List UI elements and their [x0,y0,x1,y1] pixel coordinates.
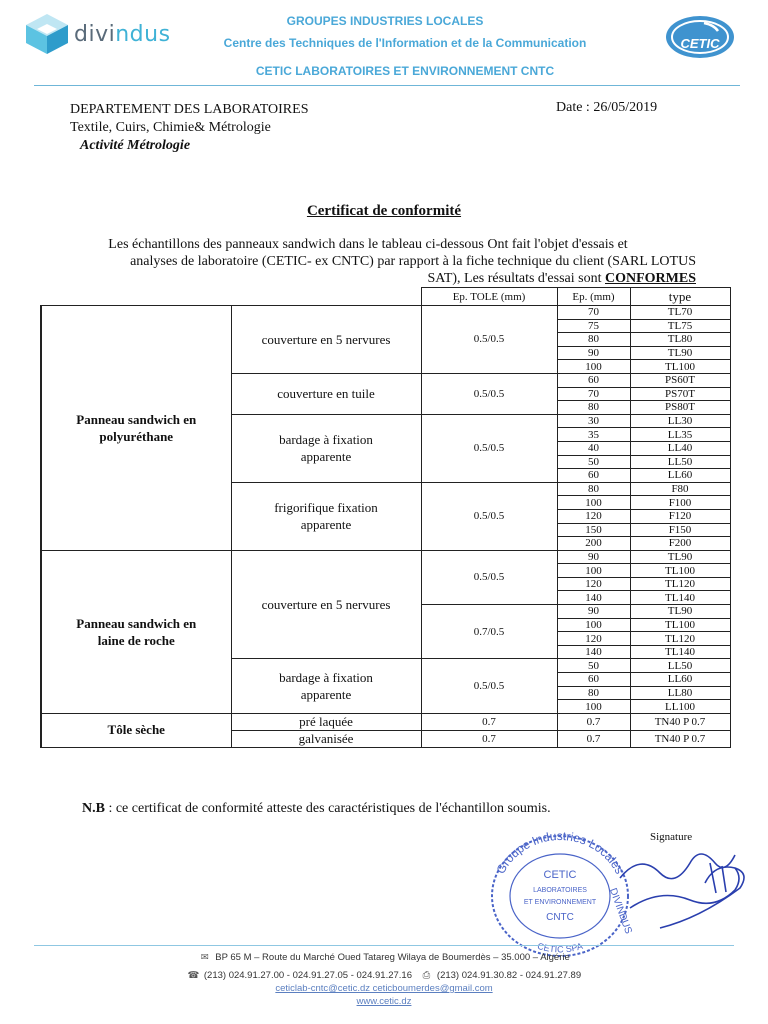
fax-icon: ⎙ [422,970,431,981]
tole-thickness: 0.5/0.5 [421,482,557,550]
mailbox-icon: ✉ [200,952,209,963]
ep-value: 100 [557,700,630,714]
footer-phones: ☎ (213) 024.91.27.00 - 024.91.27.05 - 024.91.27.16 ⎙ (213) 024.91.30.82 - 024.91.27.89 [187,970,582,981]
ep-value: 140 [557,645,630,659]
tole-thickness: 0.5/0.5 [421,550,557,604]
ep-value: 90 [557,605,630,619]
ep-value: 100 [557,496,630,510]
type-code: TL90 [630,605,730,619]
table-row [41,713,730,730]
intro-paragraph [40,236,696,287]
ep-value: 0.7 [557,713,630,730]
signature-label: Signature [650,831,693,843]
product-type: pré laquée [231,713,421,730]
ep-value: 0.7 [557,730,630,747]
product-type: bardage à fixation apparente [231,414,421,482]
header-ep: Ep. (mm) [557,288,630,306]
header-tole: Ep. TOLE (mm) [421,288,557,306]
ep-value: 60 [557,673,630,687]
header-empty-cell [41,288,231,306]
header-laboratory-name: CETIC LABORATOIRES ET ENVIRONNEMENT CNTC [255,64,555,78]
product-type: galvanisée [231,730,421,747]
table-header-row [41,288,730,306]
department-block [70,101,309,155]
type-code: LL30 [630,414,730,428]
ep-value: 80 [557,482,630,496]
product-type: couverture en tuile [231,373,421,414]
ep-value: 120 [557,577,630,591]
ep-value: 60 [557,469,630,483]
type-code: TL100 [630,564,730,578]
type-code: PS70T [630,387,730,401]
note-line: N.B : ce certificat de conformité atteste des caractéristiques de l'échantillon soumis. [82,801,551,816]
ep-value: 30 [557,414,630,428]
type-code: TL120 [630,632,730,646]
conformity-table-body [41,288,730,748]
table-row [41,550,730,564]
intro-line-1: Les échantillons des panneaux sandwich dans le tableau ci-dessous Ont fait l'objet d'essais et [108,237,628,252]
table-row [41,306,730,320]
group-name: Tôle sèche [41,713,231,747]
tole-thickness: 0.7 [421,730,557,747]
intro-line-2: analyses de laboratoire (CETIC- ex CNTC) par rapport à la fiche technique du client (SARL LOTUS [130,254,696,269]
ep-value: 100 [557,618,630,632]
ep-value: 70 [557,387,630,401]
type-code: F150 [630,523,730,537]
svg-text:ET ENVIRONNEMENT: ET ENVIRONNEMENT [523,899,597,906]
header-empty-cell [231,288,421,306]
ep-value: 100 [557,360,630,374]
ep-value: 140 [557,591,630,605]
type-code: TN40 P 0.7 [630,713,730,730]
type-code: LL50 [630,455,730,469]
type-code: TL140 [630,645,730,659]
tole-thickness: 0.5/0.5 [421,373,557,414]
svg-text:CETIC: CETIC [543,869,577,881]
type-code: PS60T [630,373,730,387]
group-name: Panneau sandwich en laine de roche [41,550,231,713]
type-code: LL50 [630,659,730,673]
ep-value: 50 [557,455,630,469]
type-code: TL100 [630,618,730,632]
type-code: LL60 [630,673,730,687]
product-type: frigorifique fixation apparente [231,482,421,550]
type-code: F120 [630,509,730,523]
type-code: F200 [630,537,730,551]
cetic-logo-text: CETIC [680,36,720,51]
ep-value: 200 [557,537,630,551]
tole-thickness: 0.5/0.5 [421,414,557,482]
document-date: Date : 26/05/2019 [556,100,658,115]
type-code: TN40 P 0.7 [630,730,730,747]
cetic-logo-icon [664,14,736,60]
tole-thickness: 0.5/0.5 [421,306,557,374]
footer-divider [34,945,734,946]
type-code: TL90 [630,550,730,564]
ep-value: 120 [557,509,630,523]
department-activity: Activité Métrologie [80,138,191,153]
certificate-title: Certificat de conformité [306,203,462,219]
tole-thickness: 0.7 [421,713,557,730]
type-code: LL60 [630,469,730,483]
ep-value: 80 [557,686,630,700]
svg-text:DIVINDUS: DIVINDUS [607,886,634,936]
phone-icon: ☎ [187,970,200,981]
ep-value: 90 [557,346,630,360]
type-code: LL35 [630,428,730,442]
intro-line-3: SAT), Les résultats d'essai sont CONFORMES [427,271,696,286]
svg-text:LABORATOIRES: LABORATOIRES [533,887,587,894]
ep-value: 90 [557,550,630,564]
ep-value: 80 [557,401,630,415]
footer-address: ✉ BP 65 M – Route du Marché Oued Tatareg Wilaya de Boumerdès – 35.000 – Algérie [0,952,768,963]
ep-value: 60 [557,373,630,387]
header-centre-name: Centre des Techniques de l'Information et de la Communication [223,36,587,50]
type-code: TL80 [630,333,730,347]
ep-value: 75 [557,319,630,333]
type-code: PS80T [630,401,730,415]
type-code: LL80 [630,686,730,700]
type-code: TL70 [630,306,730,320]
type-code: TL90 [630,346,730,360]
type-code: TL140 [630,591,730,605]
footer-website[interactable]: www.cetic.dz [356,996,412,1007]
tole-thickness: 0.7/0.5 [421,605,557,659]
ep-value: 50 [557,659,630,673]
header-divider [34,85,740,86]
svg-text:CNTC: CNTC [546,912,574,923]
type-code: LL100 [630,700,730,714]
divindus-logo-text: divindus [74,22,171,47]
ep-value: 70 [557,306,630,320]
ep-value: 40 [557,441,630,455]
svg-text:Groupe Industries Locales: Groupe Industries Locales [493,828,627,877]
type-code: LL40 [630,441,730,455]
ep-value: 100 [557,564,630,578]
product-type: bardage à fixation apparente [231,659,421,713]
department-title: DEPARTEMENT DES LABORATOIRES [70,102,309,117]
ep-value: 150 [557,523,630,537]
ep-value: 35 [557,428,630,442]
handwritten-signature [600,838,760,938]
type-code: F80 [630,482,730,496]
header-group-name: GROUPES INDUSTRIES LOCALES [286,14,484,28]
header-type: type [630,288,730,306]
group-name: Panneau sandwich en polyuréthane [41,306,231,551]
ep-value: 80 [557,333,630,347]
type-code: TL100 [630,360,730,374]
conformity-table [40,287,731,748]
divindus-logo-icon [24,12,70,56]
type-code: TL75 [630,319,730,333]
footer-emails[interactable]: ceticlab-cntc@cetic.dz ceticboumerdes@gmail.com [275,983,493,994]
ep-value: 120 [557,632,630,646]
product-type: couverture en 5 nervures [231,306,421,374]
conformity-result: CONFORMES [605,271,696,286]
department-subtitle: Textile, Cuirs, Chimie& Métrologie [70,120,271,135]
svg-text:CETIC SPA: CETIC SPA [536,940,584,955]
product-type: couverture en 5 nervures [231,550,421,659]
tole-thickness: 0.5/0.5 [421,659,557,713]
type-code: TL120 [630,577,730,591]
type-code: F100 [630,496,730,510]
